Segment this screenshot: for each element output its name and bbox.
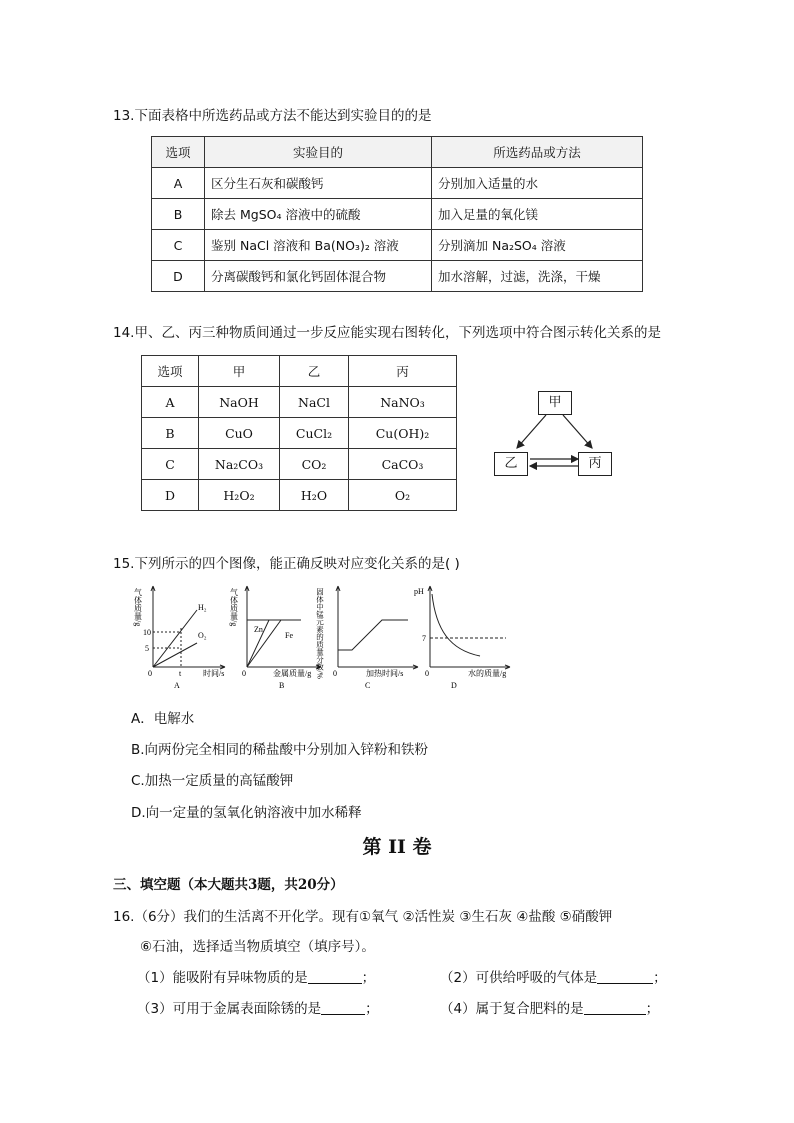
graph-c xyxy=(310,580,422,692)
q13-header-purpose: 实验目的 xyxy=(205,137,432,168)
q14-cell: H₂O xyxy=(280,480,349,511)
node-jia: 甲 xyxy=(538,391,572,415)
graph-c-ylabel: 固体中锰元素的质量分数/% xyxy=(315,588,325,679)
q14-cell: C xyxy=(142,449,199,480)
table-row xyxy=(152,168,643,199)
q13-cell: 除去 MgSO₄ 溶液中的硫酸 xyxy=(205,199,432,230)
graph-b-series-zn: Zn xyxy=(254,625,263,634)
graph-b-origin: 0 xyxy=(242,669,246,678)
q14-header-jia: 甲 xyxy=(199,356,280,387)
q14-cell: H₂O₂ xyxy=(199,480,280,511)
q15-option-d: D.向一定量的氢氧化钠溶液中加水稀释 xyxy=(131,805,362,821)
q13-cell: B xyxy=(152,199,205,230)
q14-cell: CuO xyxy=(199,418,280,449)
answer-blank[interactable] xyxy=(308,969,362,984)
graph-a-xlabel: 时间/s xyxy=(203,669,225,678)
graph-d-xlabel: 水的质量/g xyxy=(468,669,507,678)
q14-cell: B xyxy=(142,418,199,449)
q14-header-row xyxy=(142,356,457,387)
q16-item-2-text: （2）可供给呼吸的气体是 xyxy=(440,970,598,986)
q14-cell: NaOH xyxy=(199,387,280,418)
answer-blank[interactable] xyxy=(584,1000,646,1015)
table-row xyxy=(142,480,457,511)
q13-cell: 加入足量的氧化镁 xyxy=(432,199,643,230)
q14-cell: Cu(OH)₂ xyxy=(349,418,457,449)
q14-cell: CaCO₃ xyxy=(349,449,457,480)
graph-a xyxy=(125,580,230,692)
graph-a-o2-line xyxy=(153,643,197,667)
q16-item-2 xyxy=(440,966,667,986)
q16-item-3 xyxy=(137,997,379,1017)
graph-d-label: D xyxy=(451,681,457,690)
q16-item-1-text: （1）能吸附有异味物质的是 xyxy=(137,970,308,986)
q16-item-4-end: ； xyxy=(645,1001,660,1017)
arrow-jia-to-bing xyxy=(563,415,592,448)
table-row xyxy=(142,418,457,449)
q16-item-4-text: （4）属于复合肥料的是 xyxy=(440,1001,584,1017)
answer-blank[interactable] xyxy=(321,1000,365,1015)
graph-c-label: C xyxy=(365,681,371,690)
graph-c-xlabel: 加热时间/s xyxy=(366,669,404,678)
graph-a-label: A xyxy=(174,681,180,690)
graph-d-origin: 0 xyxy=(425,669,429,678)
q14-cell: CuCl₂ xyxy=(280,418,349,449)
graph-c-origin: 0 xyxy=(333,669,337,678)
graph-a-ytick-10: 10 xyxy=(143,628,151,637)
q16-item-2-end: ； xyxy=(653,970,667,986)
graph-d xyxy=(410,580,514,692)
node-bing: 丙 xyxy=(578,452,612,476)
q13-header-method: 所选药品或方法 xyxy=(432,137,643,168)
section-heading: 三、填空题（本大题共3题，共20分） xyxy=(113,877,344,893)
graph-b-ylabel: 气体质量/g xyxy=(229,588,239,627)
q16-stem-continued: ⑥石油，选择适当物质填空（填序号）。 xyxy=(140,939,375,955)
graph-a-series-o2: O₂ xyxy=(198,631,207,640)
q16-item-1-end: ； xyxy=(361,970,376,986)
q14-stem: 14.甲、乙、丙三种物质间通过一步反应能实现右图转化，下列选项中符合图示转化关系的是 xyxy=(113,325,661,341)
graph-a-h2-line xyxy=(153,610,197,667)
q16-item-3-end: ； xyxy=(365,1001,379,1017)
graph-b-series-fe: Fe xyxy=(285,631,293,640)
q14-cell: O₂ xyxy=(349,480,457,511)
graph-a-ytick-5: 5 xyxy=(145,644,149,653)
graph-d-ylabel: pH xyxy=(414,587,424,596)
q14-cell: A xyxy=(142,387,199,418)
graph-a-xtick: t xyxy=(179,669,182,678)
q14-table xyxy=(141,355,457,511)
q16-item-4 xyxy=(440,997,659,1017)
graph-b-label: B xyxy=(279,681,285,690)
q13-table xyxy=(151,136,643,292)
q13-cell: 分离碳酸钙和氯化钙固体混合物 xyxy=(205,261,432,292)
q13-cell: 区分生石灰和碳酸钙 xyxy=(205,168,432,199)
q13-cell: D xyxy=(152,261,205,292)
q14-cell: D xyxy=(142,480,199,511)
graph-d-ytick: 7 xyxy=(422,634,426,643)
q14-cell: NaNO₃ xyxy=(349,387,457,418)
q16-item-1 xyxy=(137,966,375,986)
q14-cell: CO₂ xyxy=(280,449,349,480)
answer-blank[interactable] xyxy=(597,969,653,984)
q14-cell: NaCl xyxy=(280,387,349,418)
graph-c-line xyxy=(338,620,408,650)
q15-option-a: A．电解水 xyxy=(131,711,195,727)
node-yi: 乙 xyxy=(494,452,528,476)
q13-cell: C xyxy=(152,230,205,261)
graph-a-origin: 0 xyxy=(148,669,152,678)
q16-stem: 16.（6分）我们的生活离不开化学。现有①氧气 ②活性炭 ③生石灰 ④盐酸 ⑤硝酸钾 xyxy=(113,909,613,925)
q13-cell: 分别滴加 Na₂SO₄ 溶液 xyxy=(432,230,643,261)
q15-option-b: B.向两份完全相同的稀盐酸中分别加入锌粉和铁粉 xyxy=(131,742,429,758)
q14-header-bing: 丙 xyxy=(349,356,457,387)
arrow-jia-to-yi xyxy=(517,415,546,448)
q15-stem: 15.下列所示的四个图像，能正确反映对应变化关系的是( ) xyxy=(113,556,460,572)
graph-a-series-h2: H₂ xyxy=(198,603,207,612)
table-row xyxy=(142,387,457,418)
q14-cell: Na₂CO₃ xyxy=(199,449,280,480)
q13-cell: 分别加入适量的水 xyxy=(432,168,643,199)
volume-title: 第 II 卷 xyxy=(362,836,432,858)
graph-a-ylabel: 气体质量/g xyxy=(133,588,143,627)
q15-option-c: C.加热一定质量的高锰酸钾 xyxy=(131,773,294,789)
table-row xyxy=(152,230,643,261)
q16-item-3-text: （3）可用于金属表面除锈的是 xyxy=(137,1001,322,1017)
q13-cell: A xyxy=(152,168,205,199)
q13-stem: 13.下面表格中所选药品或方法不能达到实验目的的是 xyxy=(113,108,432,124)
q14-header-yi: 乙 xyxy=(280,356,349,387)
conversion-diagram xyxy=(490,385,620,480)
graph-b-xlabel: 金属质量/g xyxy=(273,669,312,678)
q13-cell: 鉴别 NaCl 溶液和 Ba(NO₃)₂ 溶液 xyxy=(205,230,432,261)
q13-header-option: 选项 xyxy=(152,137,205,168)
table-row xyxy=(152,199,643,230)
graph-d-curve xyxy=(432,594,480,656)
graph-b-fe-line xyxy=(247,620,281,667)
table-row xyxy=(142,449,457,480)
q13-cell: 加水溶解，过滤，洗涤，干燥 xyxy=(432,261,643,292)
table-row xyxy=(152,261,643,292)
q13-header-row xyxy=(152,137,643,168)
q14-header-option: 选项 xyxy=(142,356,199,387)
